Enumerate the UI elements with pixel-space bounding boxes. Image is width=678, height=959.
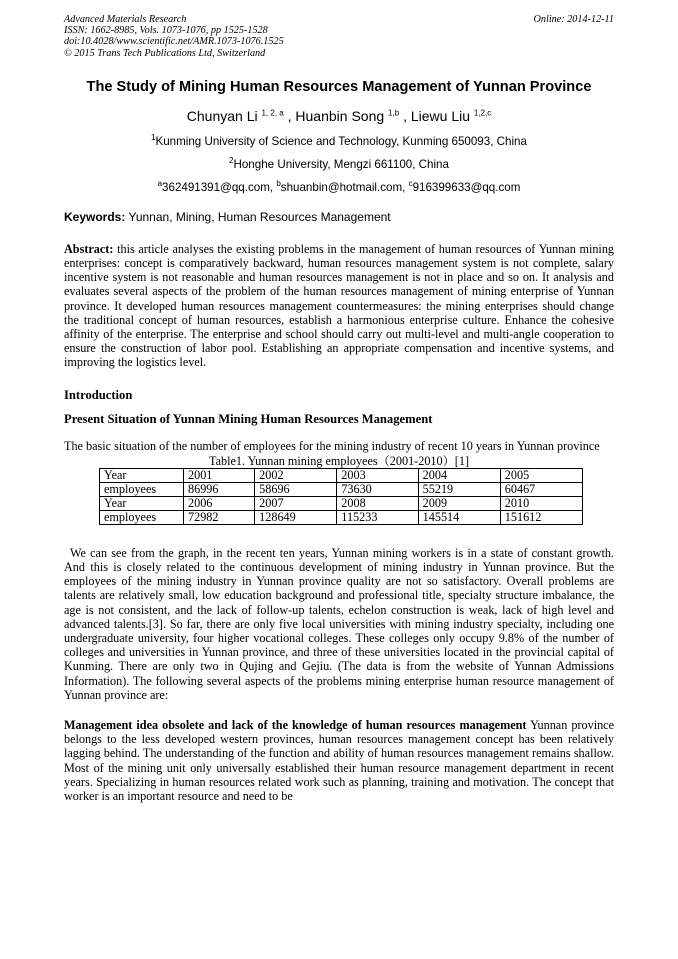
table-row [100, 468, 583, 482]
table-row [100, 496, 583, 510]
table-cell: employees [100, 482, 184, 496]
body-paragraph-management-idea [64, 718, 614, 803]
table-row [100, 482, 583, 496]
table-cell: 60467 [500, 482, 582, 496]
table-cell: 2009 [418, 496, 500, 510]
table-cell: 2005 [500, 468, 582, 482]
doi-line: doi:10.4028/www.scientific.net/AMR.1073-1076.1525 [64, 36, 284, 48]
author-affil-marker: 1,2,c [473, 108, 492, 118]
section-heading-present-situation: Present Situation of Yunnan Mining Human Resources Management [64, 411, 433, 426]
table-row [100, 510, 583, 524]
employees-table [99, 468, 583, 525]
keywords-text: Yunnan, Mining, Human Resources Management [128, 209, 391, 224]
basic-situation-paragraph: The basic situation of the number of employees for the mining industry of recent 10 years in Yunnan province [64, 438, 600, 453]
author-name: Chunyan Li [186, 107, 258, 124]
table-cell: 58696 [255, 482, 337, 496]
table-cell: 2008 [337, 496, 418, 510]
table-cell: 72982 [184, 510, 255, 524]
table-cell: 2004 [418, 468, 500, 482]
author-affil-marker: 1,b [388, 108, 400, 118]
email-link[interactable]: 362491391@qq.com [162, 180, 270, 194]
author-affil-marker: 1, 2, a [261, 108, 284, 118]
email-line: $^a$362491391@qq.com, $^b$shuanbin@hotmail.com, $^c$916399633@qq.com [157, 178, 521, 194]
table-cell: 151612 [500, 510, 582, 524]
author-list: Chunyan Li $^{1, 2, a}$ , Huanbin Song $^{1,b}$ , Liewu Liu $^{1,2,c}$ [186, 107, 492, 124]
copyright-line: © 2015 Trans Tech Publications Ltd, Switzerland [64, 47, 266, 59]
journal-name: Advanced Materials Research [64, 14, 187, 25]
author-name: Liewu Liu [410, 107, 470, 124]
table-caption: Table1. Yunnan mining employees（2001-2010）[1] [209, 453, 469, 468]
table-cell: 2003 [337, 468, 418, 482]
affiliation-1: $^1$Kunming University of Science and Technology, Kunming 650093, China [151, 132, 527, 148]
table-cell: 86996 [184, 482, 255, 496]
email-link[interactable]: 916399633@qq.com [412, 180, 521, 194]
paper-title: The Study of Mining Human Resources Management of Yunnan Province [86, 78, 592, 95]
paragraph-text: Yunnan province belongs to the less developed western provinces, human resources management concept has been relatively lagging behind. The understanding of the function and ability of human resources management remains shallow. Most of the mining unit only universally established their human resource management department in recent years. Specializing in human resources related work such as planning, training and motivation. The concept that worker is an important resource and need to be [64, 718, 614, 804]
keywords-label: Keywords: [64, 209, 126, 224]
issn-line: ISSN: 1662-8985, Vols. 1073-1076, pp 1525-1528 [64, 25, 268, 37]
abstract-text: this article analyses the existing problems in the management of human resources of Yunnan mining enterprises: concept is comparatively backward, human resources management system is not complete, salary incentive system is not reasonable and human resources management is not in place and so on. It analysis and evaluates several aspects of the problem of the human resources management of mining enterprise of Yunnan province. It developed human resources management countermeasures: the mining enterprises should change the traditional concept of human resources, establish a harmonious enterprise culture. Enhance the cohesive affinity of the enterprise. The enterprise and school should carry out multi-level and multi-angle cooperation to ensure the construction of labor pool. Establishing an appropriate compensation and incentive systems, and improving the logistics level. [64, 241, 615, 370]
table-cell: 55219 [418, 482, 500, 496]
table-cell: Year [100, 496, 184, 510]
table-cell: 115233 [337, 510, 418, 524]
section-heading-introduction: Introduction [64, 387, 133, 402]
keywords [64, 210, 614, 225]
table-cell: 73630 [337, 482, 418, 496]
table-cell: employees [100, 510, 184, 524]
table-cell: 128649 [255, 510, 337, 524]
email-link[interactable]: shuanbin@hotmail.com [280, 180, 403, 194]
paragraph-lead-heading: Management idea obsolete and lack of the knowledge of human resources management [64, 718, 527, 733]
table-cell: 145514 [418, 510, 500, 524]
online-date: Online: 2014-12-11 [533, 14, 614, 25]
table-cell: 2010 [500, 496, 582, 510]
abstract-label: Abstract: [64, 241, 114, 256]
table-cell: 2002 [255, 468, 337, 482]
table-cell: 2007 [255, 496, 337, 510]
table-cell: Year [100, 468, 184, 482]
body-paragraph-graph: We can see from the graph, in the recent ten years, Yunnan mining workers is in a state of constant growth. And this is closely related to the continuous development of mining industry in Yunnan province. But the employees of the mining industry in Yunnan province quality are not so satisfactory. Overall problems are talents are relatively small, low education background and professional title, specialty structure imbalance, the age is not consistent, and the lack of follow-up talents, echelon construction is weak, lack of high level and advanced talents.[3]. So far, there are only five local universities with mining industry specialty, including one undergraduate university, four higher vocational colleges. These colleges only occupy 9.8% of the number of colleges and universities in Yunnan province, and three of these universities located in the provincial capital of Kunming. There are only two in Qujing and Gejiu. (The data is from the website of Yunnan Admissions Information). The following several aspects of the problems mining enterprise human resource management of Yunnan province are: [64, 545, 614, 702]
table-cell: 2001 [184, 468, 255, 482]
abstract [64, 242, 614, 370]
table-cell: 2006 [184, 496, 255, 510]
paper-page [64, 14, 614, 803]
affiliation-2: $^2$Honghe University, Mengzi 661100, China [229, 155, 449, 171]
author-name: Huanbin Song [295, 107, 385, 124]
journal-header [64, 14, 614, 59]
